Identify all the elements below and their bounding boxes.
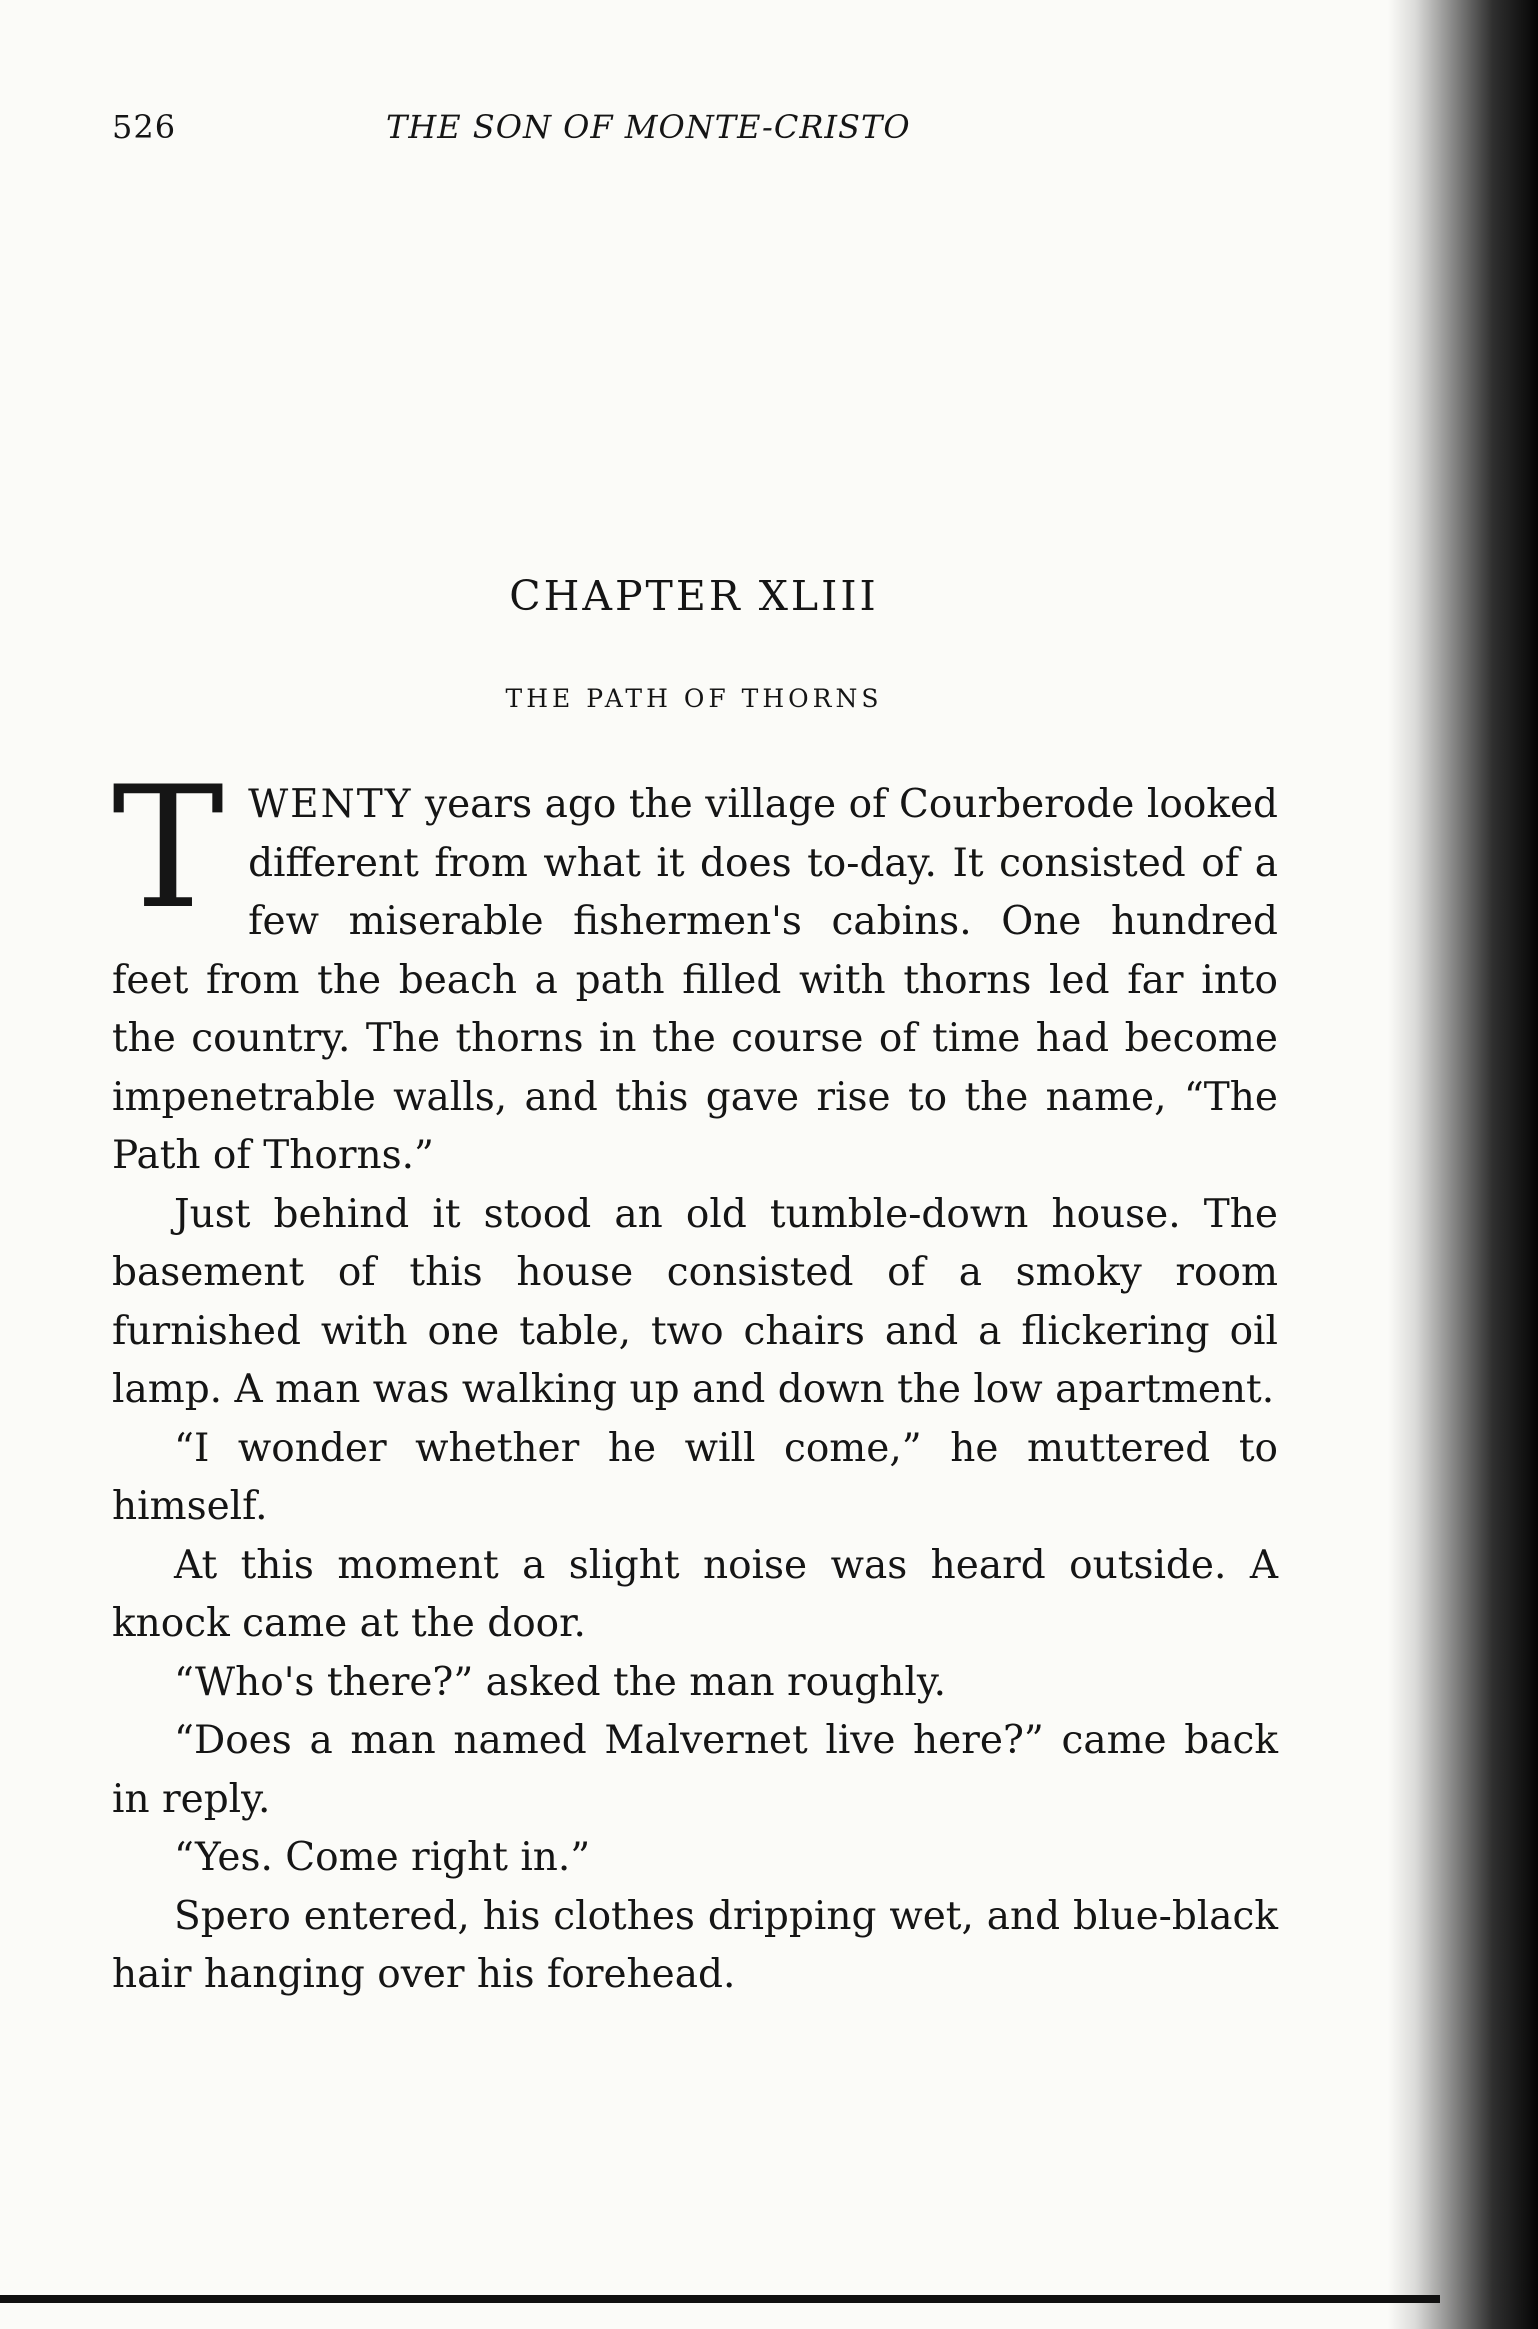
paragraph: “Who's there?” asked the man roughly. xyxy=(174,1659,947,1705)
paragraph: “I wonder whether he will come,” he muttered to himself. xyxy=(112,1425,1278,1529)
page-number: 526 xyxy=(112,108,177,146)
binding-shadow xyxy=(1388,0,1538,2329)
running-head xyxy=(112,108,992,158)
paragraph: At this moment a slight noise was heard outside. A knock came at the door. xyxy=(112,1542,1278,1646)
chapter-subtitle: THE PATH OF THORNS xyxy=(505,684,883,713)
bottom-edge-rule xyxy=(0,2295,1440,2303)
lead-word: WENTY xyxy=(248,782,413,827)
paragraph-text: years ago the village of Courberode looked different from what it does to-day. It consisted of a few miserable fishermen's cabins. One hundred feet from the beach a path filled with thorns led far into the country. The thorns in the course of time had become impenetrable walls, and this gave rise to the name, “The Path of Thorns.” xyxy=(112,782,1278,1178)
drop-cap: T xyxy=(112,750,225,946)
body-text xyxy=(112,750,1278,2005)
paragraph: Just behind it stood an old tumble-down house. The basement of this house consisted of a smoky room furnished with one table, two chairs and a flickering oil lamp. A man was walking up and down the low apartment. xyxy=(112,1191,1278,1412)
paragraph: “Does a man named Malvernet live here?” came back in reply. xyxy=(112,1718,1278,1822)
paragraph: “Yes. Come right in.” xyxy=(174,1835,591,1880)
paragraph: Spero entered, his clothes dripping wet, and blue-black hair hanging over his forehead. xyxy=(112,1893,1278,1997)
paragraph xyxy=(112,750,1278,1186)
chapter-heading: CHAPTER XLIII xyxy=(509,572,879,620)
running-title: THE SON OF MONTE-CRISTO xyxy=(386,108,911,146)
